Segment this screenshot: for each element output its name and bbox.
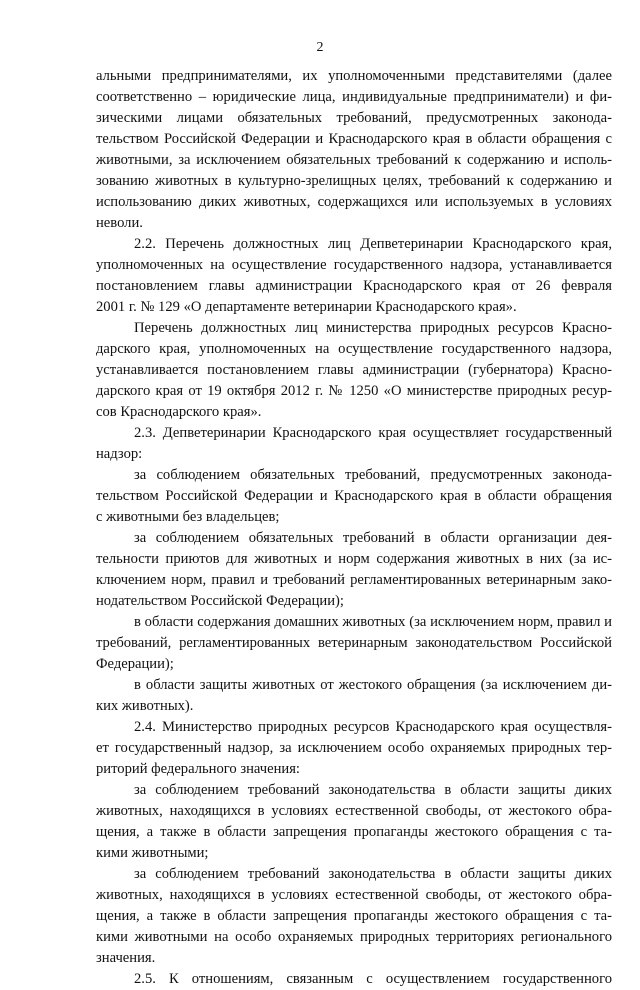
text-line: 2.4. Министерство природных ресурсов Краснодарского края осуществля- xyxy=(134,719,612,735)
text-line: Федерации); xyxy=(96,656,174,672)
text-line: постановлением главы администрации Краснодарского края от 26 февраля xyxy=(96,278,612,294)
text-line: ет государственный надзор, за исключением особо охраняемых природных тер- xyxy=(96,740,612,756)
text-line: требований, регламентированных ветеринарным законодательством Российской xyxy=(96,635,612,651)
text-line: 2.2. Перечень должностных лиц Депветеринарии Краснодарского края, xyxy=(134,236,612,252)
text-line: ключением норм, правил и требований регламентированных ветеринарным зако- xyxy=(96,572,612,588)
text-line: тельством Российской Федерации и Краснодарского края в области обращения xyxy=(96,488,612,504)
page-number: 2 xyxy=(316,40,324,55)
text-line: зическими лицами обязательных требований, предусмотренных законода- xyxy=(96,110,612,126)
text-line: в области содержания домашних животных (за исключением норм, правил и xyxy=(134,614,612,630)
text-line: сов Краснодарского края». xyxy=(96,404,262,420)
text-line: значения. xyxy=(96,950,156,966)
text-line: 2001 г. № 129 «О департаменте ветеринарии Краснодарского края». xyxy=(96,299,517,315)
text-line: с животными без владельцев; xyxy=(96,509,280,525)
text-line: зованию животных в культурно-зрелищных целях, требований к содержанию и xyxy=(96,173,612,189)
text-line: дарского края от 19 октября 2012 г. № 1250 «О министерстве природных ресур- xyxy=(96,383,612,399)
text-line: кими животными на особо охраняемых природных территориях регионального xyxy=(96,929,612,945)
text-line: альными предпринимателями, их уполномоченными представителями (далее xyxy=(96,68,612,84)
text-line: за соблюдением требований законодательства в области защиты диких xyxy=(134,866,612,882)
text-line: дарского края, уполномоченных на осуществление государственного надзора, xyxy=(96,341,612,357)
text-line: устанавливается постановлением главы администрации (губернатора) Красно- xyxy=(96,362,612,378)
text-line: неволи. xyxy=(96,215,143,231)
text-line: животных, находящихся в условиях естественной свободы, от жестокого обра- xyxy=(96,803,612,819)
text-line: за соблюдением требований законодательства в области защиты диких xyxy=(134,782,612,798)
text-line: щения, а также в области запрещения пропаганды жестокого обращения с та- xyxy=(96,908,612,924)
text-line: соответственно – юридические лица, индивидуальные предприниматели) и фи- xyxy=(96,89,612,105)
text-line: нодательством Российской Федерации); xyxy=(96,593,344,609)
text-line: использованию диких животных, содержащихся или используемых в условиях xyxy=(96,194,612,210)
text-line: тельством Российской Федерации и Краснодарского края в области обращения с xyxy=(96,131,612,147)
text-line: за соблюдением обязательных требований в области организации дея- xyxy=(134,530,612,546)
text-line: тельности приютов для животных и норм содержания животных в них (за ис- xyxy=(96,551,612,567)
text-line: в области защиты животных от жестокого обращения (за исключением ди- xyxy=(134,677,612,693)
text-line: животных, находящихся в условиях естественной свободы, от жестокого обра- xyxy=(96,887,612,903)
text-line: за соблюдением обязательных требований, предусмотренных законода- xyxy=(134,467,612,483)
text-line: кими животными; xyxy=(96,845,209,861)
text-line: Перечень должностных лиц министерства природных ресурсов Красно- xyxy=(134,320,612,336)
text-line: уполномоченных на осуществление государственного надзора, устанавливается xyxy=(96,257,612,273)
text-line: надзор: xyxy=(96,446,143,462)
text-line: 2.5. К отношениям, связанным с осуществлением государственного xyxy=(134,971,612,987)
text-line: щения, а также в области запрещения пропаганды жестокого обращения с та- xyxy=(96,824,612,840)
text-line: животными, за исключением обязательных требований к содержанию и исполь- xyxy=(96,152,612,168)
text-line: 2.3. Депветеринарии Краснодарского края осуществляет государственный xyxy=(134,425,612,441)
text-line: ких животных). xyxy=(96,698,194,714)
text-line: риторий федерального значения: xyxy=(96,761,300,777)
